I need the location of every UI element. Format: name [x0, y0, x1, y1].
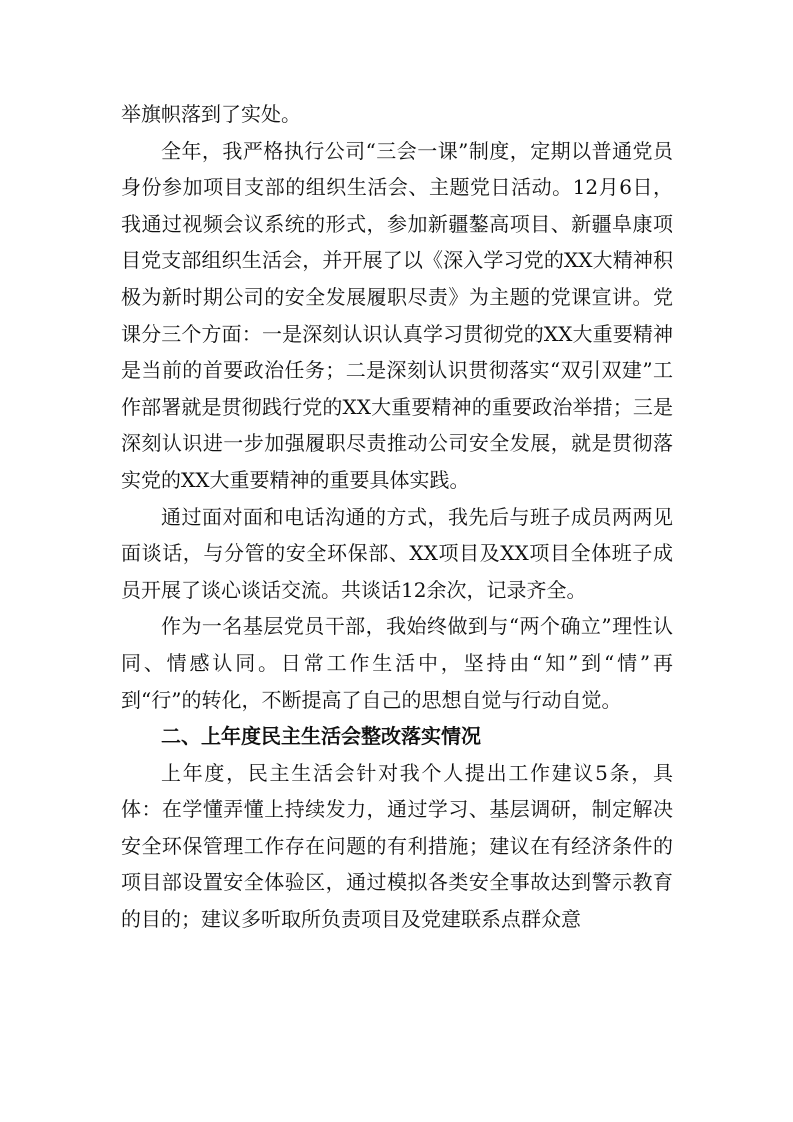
paragraph-three-meetings: 全年，我严格执行公司“三会一课”制度，定期以普通党员身份参加项目支部的组织生活会、主题党日活动。12月6日，我通过视频会议系统的形式，参加新疆鏊高项目、新疆阜康项目党支部组织生活会，并开展了以《深入学习党的XX大精神积极为新时期公司的安全发展履职尽责》为主题的党课宣讲。党课分三个方面：一是深刻认识认真学习贯彻党的XX大重要精神是当前的首要政治任务；二是深刻认识贯彻落实“双引双建”工作部署就是贯彻践行党的XX大重要精神的重要政治举措；三是深刻认识进一步加强履职尽责推动公司安全发展，就是贯彻落实党的XX大重要精神的重要具体实践。: [121, 138, 673, 492]
paragraph-continuation: 举旗帜落到了实处。: [121, 102, 301, 126]
document-body: [121, 96, 673, 938]
paragraph-talks: 通过面对面和电话沟通的方式，我先后与班子成员两两见面谈话，与分管的安全环保部、XX项目及XX项目全体班子成员开展了谈心谈话交流。共谈话12余次，记录齐全。: [121, 504, 673, 602]
paragraph-rectification: 上年度，民主生活会针对我个人提出工作建议5条，具体：在学懂弄懂上持续发力，通过学习、基层调研，制定解决安全环保管理工作存在问题的有利措施；建议在有经济条件的项目部设置安全体验区，通过模拟各类安全事故达到警示教育的目的；建议多听取所负责项目及党建联系点群众意: [121, 760, 673, 932]
paragraph-two-establishments: 作为一名基层党员干部，我始终做到与“两个确立”理性认同、情感认同。日常工作生活中，坚持由“知”到“情”再到“行”的转化，不断提高了自己的思想自觉与行动自觉。: [121, 614, 673, 712]
section-heading: 二、上年度民主生活会整改落实情况: [161, 724, 481, 749]
